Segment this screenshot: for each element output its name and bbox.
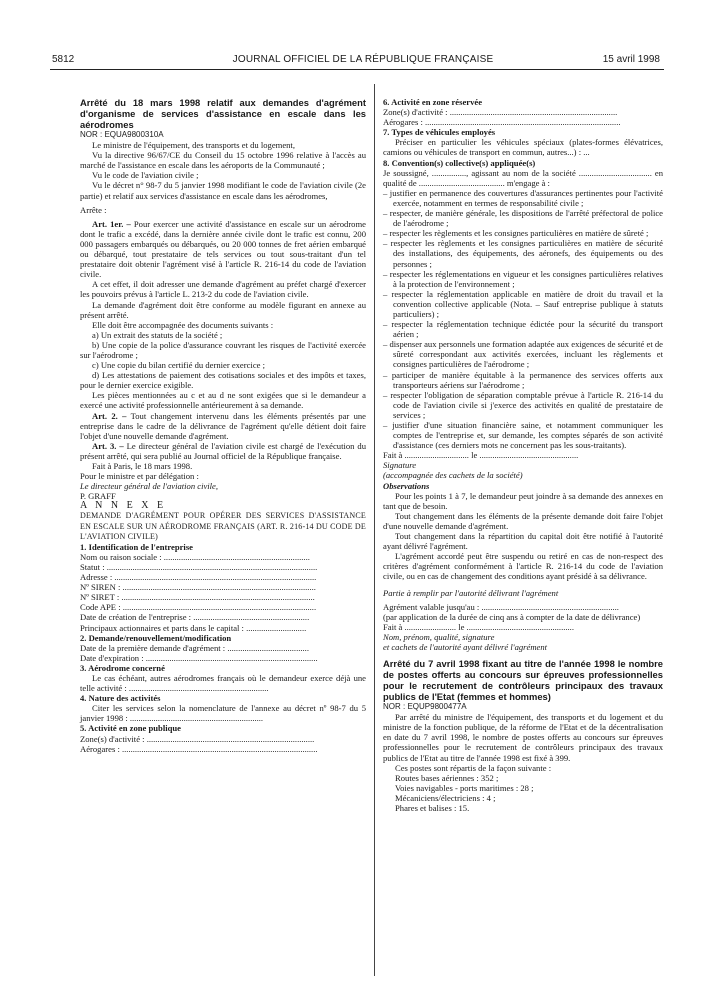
commitment-item: – justifier en permanence des couvertures d'assurances pertinentes pour l'activité exercée, notamment en termes de responsabilité civile ; — [383, 187, 663, 208]
authority-signature: Nom, prénom, qualité, signature — [383, 631, 495, 642]
document-item: a) Un extrait des statuts de la société ; — [92, 329, 223, 340]
right-column — [383, 97, 663, 813]
commitment-item: – justifier d'une situation financière saine, et notamment communiquer les comptes de l'entreprise et, sur demande, les comptes séparés de son activité d'assistance (ces derniers mots ne concernent pas les sous-traitants). — [383, 420, 663, 451]
signature-label: Signature — [383, 460, 417, 471]
form-field: Code APE : .......................................................................................... — [80, 602, 317, 613]
article-label: Art. 2. – — [92, 410, 127, 421]
signature-line: Pour le ministre et par délégation : — [80, 471, 199, 482]
issue-date: 15 avril 1998 — [602, 54, 660, 65]
repartition-item: Routes bases aériennes : 352 ; — [395, 772, 499, 783]
section-title: 1. Identification de l'entreprise — [80, 541, 193, 552]
arrete2-title: Arrêté du 7 avril 1998 fixant au titre de l'année 1998 le nombre de postes offerts au concours sur épreuves professionnelles pour le recrutement de contrôleurs principaux des travaux publics de l'Etat (femmes et hommes) — [383, 658, 663, 703]
article-label: Art. 3. – — [92, 440, 124, 451]
form-field: Fait à ........................ le .................................................. — [383, 621, 574, 632]
form-field: Nº SIRET : .......................................................................................... — [80, 592, 315, 603]
arrete-title: Arrêté du 18 mars 1998 relatif aux demandes d'agrément d'organisme de services d'assistance en escale dans les aérodromes — [80, 97, 366, 130]
repartition-item: Phares et balises : 15. — [395, 803, 470, 813]
section-text: Le cas échéant, autres aérodromes français où le demandeur exerce déjà une telle activité : ................................................................. — [80, 672, 366, 694]
left-column — [80, 97, 366, 754]
section-title: 5. Activité en zone publique — [80, 723, 181, 734]
authority-part-title: Partie à remplir par l'autorité délivrant l'agrément — [383, 587, 559, 598]
commitment-item: – respecter la réglementation applicable en matière de droit du travail et la convention collective applicable (Nota. – Sauf entreprise publique à statuts particuliers) ; — [383, 288, 663, 319]
form-field: Nº SIREN : .......................................................................................... — [80, 582, 316, 593]
arrete-word: Arrête : — [80, 204, 107, 215]
signature-name: P. GRAFF — [80, 491, 116, 502]
annexe-heading: A N N E X E — [80, 500, 167, 512]
section-text: Citer les services selon la nomenclature de l'annexe au décret nº 98-7 du 5 janvier 1998 : .............................................................. — [80, 703, 366, 724]
page-header — [0, 0, 726, 65]
page-number: 5812 — [52, 54, 75, 65]
column-divider — [374, 84, 375, 976]
form-field: Date de création de l'entreprise : ...................................................... — [80, 612, 310, 623]
article-text: Tout changement intervenu dans les éléments présentés par une entreprise dans le cadre de la délivrance de l'agrément qu'elle détient doit faire l'objet d'une nouvelle demande d'agrément. — [80, 410, 366, 441]
arrete2-text: Par arrêté du ministre de l'équipement, des transports et du logement et du ministre de la fonction publique, de la réforme de l'Etat et de la décentralisation en date du 7 avril 1998, le nombre de postes offerts au concours sur épreuves professionnelles pour le recrutement de contrôleurs principaux des travaux publics de l'Etat au titre de l'année 1998 est fixé à 399. — [383, 712, 663, 763]
paragraph: La demande d'agrément doit être conforme au modèle figurant en annexe au présent arrêté. — [80, 299, 366, 320]
repartition-item: Mécaniciens/électriciens : 4 ; — [395, 792, 496, 803]
journal-title: JOURNAL OFFICIEL DE LA RÉPUBLIQUE FRANÇAISE — [232, 54, 494, 65]
observation: Pour les points 1 à 7, le demandeur peut joindre à sa demande des annexes en tant que de besoin. — [383, 490, 663, 511]
observation: Tout changement dans la répartition du capital doit être notifié à l'autorité ayant délivré l'agrément. — [383, 531, 663, 552]
done-at: Fait à Paris, le 18 mars 1998. — [92, 461, 193, 471]
commitment-item: – participer de manière équitable à la permanence des services offerts aux transporteurs aériens sur l'aérodrome ; — [383, 369, 663, 390]
article-text: Pour exercer une activité d'assistance en escale sur un aérodrome dont le trafic a excédé, dans la dernière année civile dont le trafic est connu, 200 000 passagers embarqués ou débarqués, ou 20 000 tonnes de fret aérien embarqué ou débarqué, tout prestataire de tels services ou tout sous-traitant d'un tel prestataire doit obtenir l'agrément visé à l'article R. 216-14 du code de l'aviation civile. — [80, 218, 366, 280]
form-note: (par application de la durée de cinq ans à compter de la date de délivrance) — [383, 611, 641, 622]
article-text: Le directeur général de l'aviation civile est chargé de l'exécution du présent arrêté, qui sera publié au Journal officiel de la République française. — [80, 440, 366, 461]
document-item: b) Une copie de la police d'assurance couvrant les risques de l'activité exercée sur l'aérodrome ; — [80, 339, 366, 360]
annexe-title: DEMANDE D'AGRÉMENT POUR OPÉRER DES SERVICES D'ASSISTANCE EN ESCALE SUR UN AÉRODROME FRANÇAIS (ART. R. 216-14 DU CODE DE L'AVIATION CIVILE) — [80, 511, 366, 541]
intro-paragraph: Le ministre de l'équipement, des transports et du logement, — [92, 140, 295, 151]
section-title: 3. Aérodrome concerné — [80, 662, 165, 673]
article-1 — [80, 219, 366, 280]
article-2 — [80, 411, 366, 441]
section-text: Préciser en particulier les véhicules spéciaux (plates-formes élévatrices, camions ou véhicules de transport en commun, autres...) : ... — [383, 137, 663, 158]
signature-note: (accompagnée des cachets de la société) — [383, 470, 523, 481]
document-item: d) Les attestations de paiement des cotisations sociales et des impôts et taxes, pour le dernier exercice exigible. — [80, 370, 366, 391]
commitment-item: – respecter les réglementations en vigueur et les consignes particulières relatives à la protection de l'environnement ; — [383, 268, 663, 289]
section-title: 7. Types de véhicules employés — [383, 127, 496, 138]
nor-reference: NOR : EQUP9800477A — [383, 702, 467, 712]
commitment-item: – respecter la réglementation technique édictée pour la sécurité du transport aérien ; — [383, 319, 663, 340]
form-field: Nom ou raison sociale : .................................................................... — [80, 551, 310, 562]
section-title: 6. Activité en zone réservée — [383, 97, 483, 107]
commitment-item: – respecter, de manière générale, les dispositions de l'arrêté préfectoral de police de l'aérodrome ; — [383, 208, 663, 229]
paragraph: Elle doit être accompagnée des documents suivants : — [92, 319, 274, 330]
nor-reference: NOR : EQUA9800310A — [80, 130, 164, 139]
commitment-item: – dispenser aux personnels une formation adaptée aux exigences de sécurité et de sûreté correspondant aux activités exercées, incluant les règlements et consignes particulières de l'aérodrome ; — [383, 339, 663, 370]
observation: Tout changement dans les éléments de la présente demande doit faire l'objet d'une nouvelle demande d'agrément. — [383, 510, 663, 531]
article-label: Art. 1er. – — [92, 218, 131, 229]
commitment-item: – respecter l'obligation de séparation comptable prévue à l'article R. 216-14 du code de l'aviation civile si j'exerce des activités en qualité de prestataire de services ; — [383, 389, 663, 420]
repartition-item: Voies navigables - ports maritimes : 28 ; — [395, 782, 534, 793]
section-title: 4. Nature des activités — [80, 693, 161, 704]
observation: L'agrément accordé peut être suspendu ou retiré en cas de non-respect des critères d'agrément conformément à l'article R. 216-14 du code de l'aviation civile, ou en cas de changement des conditions ayant présidé à sa délivrance. — [383, 551, 663, 582]
signature-title: Le directeur général de l'aviation civile, — [80, 481, 219, 492]
intro-paragraph: Vu le décret n° 98-7 du 5 janvier 1998 modifiant le code de l'aviation civile (2e partie) et relatif aux services d'assistance en escale dans les aérodromes, — [80, 180, 366, 201]
document-item: c) Une copie du bilan certifié du dernier exercice ; — [92, 360, 265, 371]
commitment-item: – respecter les règlements et les consignes particulières en matière de sécurité des installations, des équipements, des aéronefs, des équipements ou des personnes ; — [383, 238, 663, 269]
form-field: Aérogares : ........................................................................................... — [80, 743, 318, 754]
form-field: Zone(s) d'activité : .............................................................................. — [383, 107, 618, 118]
form-field: Date d'expiration : ................................................................................ — [80, 652, 318, 663]
form-field: Date de la première demande d'agrément : ...................................... — [80, 642, 309, 653]
form-field: Statut : .................................................................................................. — [80, 561, 318, 572]
header-rule — [50, 69, 664, 70]
intro-paragraph: Vu le code de l'aviation civile ; — [92, 170, 199, 181]
section-title: 2. Demande/renouvellement/modification — [80, 632, 232, 643]
commitment-item: – respecter les règlements et les consignes particulières en matière de sûreté ; — [383, 228, 649, 239]
form-field: Zone(s) d'activité : .............................................................................. — [80, 733, 315, 744]
intro-paragraph: Vu la directive 96/67/CE du Conseil du 15 octobre 1996 relative à l'accès au marché de l'assistance en escale dans les aéroports de la Communauté ; — [80, 150, 366, 171]
authority-signature-note: et cachets de l'autorité ayant délivré l'agrément — [383, 641, 548, 652]
commitment-intro: Je soussigné, ................, agissant au nom de la société .................................. en qualité de ........................................ m'engage à : — [383, 167, 663, 188]
paragraph: A cet effet, il doit adresser une demande d'agrément au préfet chargé d'exercer les pouvoirs prévus à l'article L. 213-2 du code de l'aviation civile. — [80, 279, 366, 300]
observations-title: Observations — [383, 480, 430, 491]
repartition-intro: Ces postes sont répartis de la façon suivante : — [395, 762, 552, 773]
form-field: Principaux actionnaires et parts dans le capital : ............................ — [80, 622, 307, 633]
form-field: Adresse : .............................................................................................. — [80, 572, 317, 583]
section-title: 8. Convention(s) collective(s) appliquée(s) — [383, 157, 536, 168]
form-field: Aérogares : ........................................................................................... — [383, 117, 621, 128]
form-field: Agrément valable jusqu'au : ................................................................ — [383, 601, 619, 612]
done-at-field: Fait à .............................. le .............................................. — [383, 450, 579, 461]
article-3 — [80, 441, 366, 461]
paragraph: Les pièces mentionnées au c et au d ne sont exigées que si le demandeur a exercé une activité professionnelle antérieurement à sa demande. — [80, 390, 366, 411]
